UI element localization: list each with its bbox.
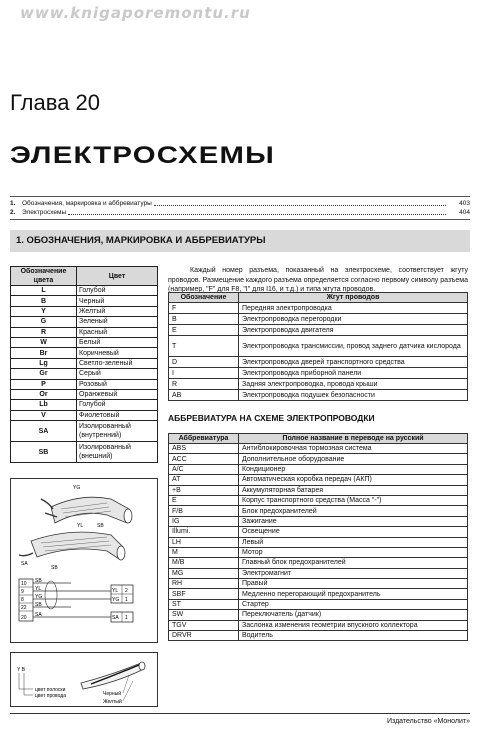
cell-code: Lb [11, 400, 77, 410]
right-yl: YL [112, 588, 119, 594]
cell-value: Левый [239, 537, 468, 547]
legend-code: Y B [17, 667, 25, 673]
cell-value: Блок предохранителей [239, 506, 468, 516]
pin-20: 20 [21, 615, 27, 621]
cell-value: Розовый [77, 379, 158, 389]
pin-22: 22 [21, 605, 27, 611]
cell-value: Изолированный (внутренний) [77, 421, 158, 442]
cell-value: Красный [77, 327, 158, 337]
table-row [169, 444, 468, 454]
footer-rule [10, 713, 470, 714]
cell-code: R [11, 327, 77, 337]
cell-code: B [169, 314, 239, 325]
page-title: ЭЛЕКТРОСХЕМЫ [10, 142, 275, 169]
table-row [11, 306, 158, 316]
table-row [169, 495, 468, 505]
cell-code: B [11, 296, 77, 306]
cell-value: Медленно перегорающий предохранитель [239, 589, 468, 599]
connector-schematic [19, 578, 133, 622]
cell-value: Автоматическая коробка передач (АКП) [239, 475, 468, 485]
cable-illustration-top [41, 497, 132, 523]
cell-value: Электропроводка трансмиссии, провод заднего датчика кислорода [239, 336, 468, 357]
table-row [169, 516, 468, 526]
legend-black: Черный [103, 691, 122, 697]
table-row [169, 325, 468, 336]
cell-value: Переключатель (датчик) [239, 610, 468, 620]
toc-leader [68, 208, 446, 215]
cell-value: Электромагнит [239, 568, 468, 578]
cell-code: Lg [11, 358, 77, 368]
cell-code: D [169, 357, 239, 368]
cell-value: Оранжевый [77, 389, 158, 399]
abbreviation-heading: АББРЕВИАТУРА НА СХЕМЕ ЭЛЕКТРОПРОВОДКИ [168, 413, 375, 423]
toc-number: 1. [10, 200, 16, 207]
cell-code: M [169, 547, 239, 557]
table-row [11, 327, 158, 337]
table-row [11, 410, 158, 420]
cell-value: Фиолетовый [77, 410, 158, 420]
cell-code: SBF [169, 589, 239, 599]
cell-value: Электропроводка двигателя [239, 325, 468, 336]
cell-value: Электропроводка приборной панели [239, 368, 468, 379]
cell-code: I [169, 368, 239, 379]
cell-code: T [169, 336, 239, 357]
table-row [169, 357, 468, 368]
cell-code: ACC [169, 454, 239, 464]
cell-value: Антиблокировочная тормозная система [239, 444, 468, 454]
abbreviation-table [168, 433, 468, 641]
table-row [169, 537, 468, 547]
table-row [11, 337, 158, 347]
table-row [169, 475, 468, 485]
table-row [11, 389, 158, 399]
legend-yellow: Желтый [103, 699, 122, 705]
table-row [11, 369, 158, 379]
wire-sb: SB [35, 578, 42, 584]
cell-code: L [11, 286, 77, 296]
watermark: www.knigaporemontu.ru [20, 4, 251, 22]
table-row [11, 348, 158, 358]
cell-code: IG [169, 516, 239, 526]
cell-code: ABS [169, 444, 239, 454]
cell-code: +B [169, 485, 239, 495]
cell-code: Gr [11, 369, 77, 379]
cell-code: G [11, 317, 77, 327]
cell-value: Электропроводка подушек безопасности [239, 390, 468, 401]
cell-value: Освещение [239, 527, 468, 537]
cell-value: Электропроводка перегородки [239, 314, 468, 325]
cell-code: Br [11, 348, 77, 358]
table-row [169, 568, 468, 578]
column-header: Жгут проводов [239, 293, 468, 303]
cell-code: TGV [169, 620, 239, 630]
cell-value: Светло-зеленый [77, 358, 158, 368]
cell-value: Заслонка изменения геометрии впускного коллектора [239, 620, 468, 630]
cell-value: Голубой [77, 400, 158, 410]
table-row [169, 620, 468, 630]
table-row [169, 527, 468, 537]
cell-code: LH [169, 537, 239, 547]
table-row [169, 368, 468, 379]
wire-sb-2: SB [35, 602, 42, 608]
table-row [11, 421, 158, 442]
cell-value: Голубой [77, 286, 158, 296]
table-row [169, 589, 468, 599]
cell-code: SA [11, 421, 77, 442]
cell-code: Y [11, 306, 77, 316]
cell-code: AT [169, 475, 239, 485]
color-code-table [10, 266, 158, 463]
toc-leader [154, 199, 446, 206]
cell-value: Задняя электропроводка, провода крыши [239, 379, 468, 390]
cell-code: E [169, 325, 239, 336]
table-row [169, 610, 468, 620]
toc-text: Обозначения, маркировка и аббревиатуры [22, 200, 152, 207]
toc-item[interactable] [10, 208, 470, 217]
label-yg: YG [73, 485, 81, 491]
column-header: Цвет [77, 267, 158, 286]
cell-code: P [11, 379, 77, 389]
cell-code: AB [169, 390, 239, 401]
section-heading: 1. ОБОЗНАЧЕНИЯ, МАРКИРОВКА И АББРЕВИАТУРЫ [10, 230, 470, 252]
cell-value: Передняя электропроводка [239, 303, 468, 314]
legend-wire-label: цвет провода [35, 693, 66, 699]
right-pin-2: 2 [125, 588, 128, 594]
cell-value: Белый [77, 337, 158, 347]
table-row [169, 379, 468, 390]
legend-svg [11, 653, 157, 706]
cell-code: ST [169, 599, 239, 609]
column-header: Обозначение цвета [11, 267, 77, 286]
toc-page: 403 [459, 200, 470, 207]
table-row [169, 454, 468, 464]
cell-code: Illumi. [169, 527, 239, 537]
cell-value: Желтый [77, 306, 158, 316]
table-row [11, 317, 158, 327]
cell-value: Зажигание [239, 516, 468, 526]
pin-10: 10 [21, 581, 27, 587]
cell-value: Главный блок предохранителей [239, 558, 468, 568]
table-row [169, 303, 468, 314]
label-sa: SA [21, 561, 28, 567]
column-header: Обозначение [169, 293, 239, 303]
cell-code: F/B [169, 506, 239, 516]
right-pin-1: 1 [125, 597, 128, 603]
toc-item[interactable] [10, 199, 470, 208]
cell-value: Мотор [239, 547, 468, 557]
table-row [11, 296, 158, 306]
cell-code: RH [169, 579, 239, 589]
table-row [169, 336, 468, 357]
cell-code: W [11, 337, 77, 347]
table-row [169, 558, 468, 568]
cell-value: Корпус транспортного средства (Масса "-") [239, 495, 468, 505]
toc-page: 404 [459, 209, 470, 216]
table-row [169, 599, 468, 609]
cell-value: Электропроводка дверей транспортного средства [239, 357, 468, 368]
cell-code: SW [169, 610, 239, 620]
harness-table [168, 292, 468, 401]
table-row [169, 485, 468, 495]
table-row [169, 506, 468, 516]
cell-value: Стартер [239, 599, 468, 609]
table-row [169, 390, 468, 401]
label-yl: YL [77, 523, 84, 529]
wire-yg: YG [35, 594, 43, 600]
cell-value: Серый [77, 369, 158, 379]
table-row [11, 379, 158, 389]
wire-sa: SA [35, 612, 42, 618]
cell-code: A/C [169, 464, 239, 474]
cell-value: Изолированный (внешний) [77, 442, 158, 463]
cell-code: V [11, 410, 77, 420]
toc-text: Электросхемы [22, 209, 67, 216]
cell-value: Дополнительное оборудование [239, 454, 468, 464]
chapter-heading: Глава 20 [10, 90, 101, 115]
cell-value: Аккумуляторная батарея [239, 485, 468, 495]
toc-number: 2. [10, 209, 16, 216]
cell-code: SB [11, 442, 77, 463]
table-row [11, 400, 158, 410]
wire-yl: YL [35, 586, 42, 592]
cell-code: Or [11, 389, 77, 399]
cell-value: Зеленый [77, 317, 158, 327]
cell-code: M/B [169, 558, 239, 568]
publisher-name: Издательство «Монолит» [386, 718, 470, 725]
right-sa: SA [112, 615, 119, 621]
pin-9: 9 [21, 589, 24, 595]
table-row [11, 358, 158, 368]
cell-value: Кондиционер [239, 464, 468, 474]
right-pin-1b: 1 [125, 615, 128, 621]
wire-diagram-svg [11, 479, 157, 642]
cell-value: Водитель [239, 631, 468, 641]
column-header: Аббревиатура [169, 434, 239, 444]
cell-code: R [169, 379, 239, 390]
table-of-contents [10, 196, 470, 220]
cable-illustration-bottom [19, 532, 125, 560]
cell-code: E [169, 495, 239, 505]
table-row [169, 314, 468, 325]
table-row [169, 631, 468, 641]
table-row [169, 579, 468, 589]
cell-code: DRVR [169, 631, 239, 641]
pin-8: 8 [21, 597, 24, 603]
wire-color-legend [10, 652, 158, 707]
legend-stripe-label: цвет полоски [35, 687, 66, 693]
cell-code: F [169, 303, 239, 314]
cell-value: Правый [239, 579, 468, 589]
cell-value: Коричневый [77, 348, 158, 358]
column-header: Полное название в переводе на русский [239, 434, 468, 444]
cell-value: Черный [77, 296, 158, 306]
right-yg: YG [112, 597, 120, 603]
table-row [169, 464, 468, 474]
table-row [169, 547, 468, 557]
label-sb: SB [97, 523, 104, 529]
cell-code: MG [169, 568, 239, 578]
table-row [11, 286, 158, 296]
table-row [11, 442, 158, 463]
intro-paragraph: Каждый номер разъема, показанный на электросхеме, соответствует жгуту проводов. Размещение каждого разъема определяется согласно первому символу разъема (например, "F" для F8, "I" для I16, и т.д.) и типа жгута проводов. [168, 267, 468, 293]
label-sb-bottom: SB [51, 565, 58, 571]
shielded-wire-diagram [10, 478, 158, 643]
